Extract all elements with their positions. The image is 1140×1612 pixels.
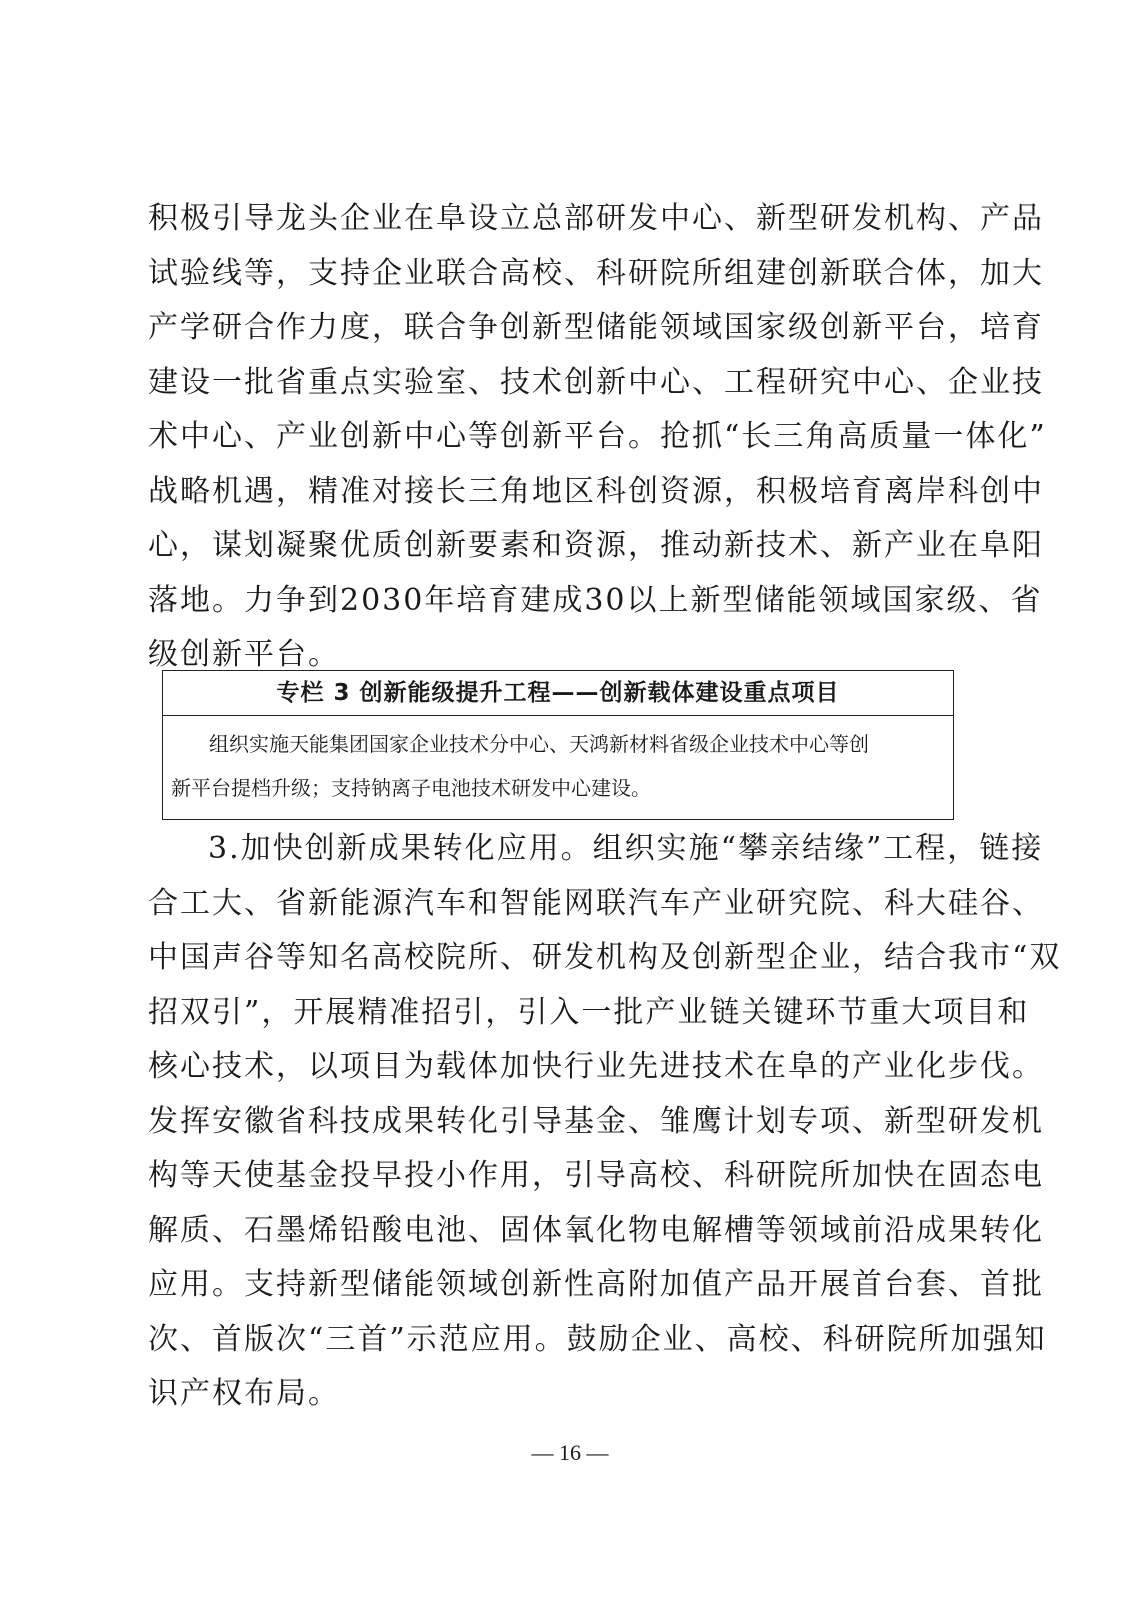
paragraph-line: 识产权布局。 (148, 1376, 340, 1411)
feature-box (162, 670, 954, 820)
paragraph-line: 心，谋划凝聚优质创新要素和资源，推动新技术、新产业在阜阳 (148, 528, 1044, 563)
paragraph-line: 构等天使基金投早投小作用，引导高校、科研院所加快在固态电 (148, 1158, 1044, 1193)
paragraph-line: 解质、石墨烯铅酸电池、固体氧化物电解槽等领域前沿成果转化 (148, 1212, 1044, 1248)
paragraph-line: 中国声谷等知名高校院所、研发机构及创新型企业，结合我市“双 (148, 940, 1062, 975)
page-number: — 16 — (531, 1440, 609, 1465)
feature-box-title: 专栏 3 创新能级提升工程——创新载体建设重点项目 (163, 671, 953, 716)
paragraph-line: 试验线等，支持企业联合高校、科研院所组建创新联合体，加大 (148, 255, 1044, 291)
paragraph-line: 应用。支持新型储能领域创新性高附加值产品开展首台套、首批 (148, 1267, 1044, 1302)
paragraph-line: 建设一批省重点实验室、技术创新中心、工程研究中心、企业技 (148, 364, 1044, 400)
paragraph-line: 合工大、省新能源汽车和智能网联汽车产业研究院、科大硅谷、 (148, 885, 1044, 921)
feature-box-line: 新平台提档升级；支持钠离子电池技术研发中心建设。 (171, 776, 651, 800)
paragraph-line: 次、首版次“三首”示范应用。鼓励企业、高校、科研院所加强知 (148, 1321, 1047, 1357)
body-paragraph-2 (148, 822, 1062, 1422)
feature-box-body (163, 716, 953, 810)
paragraph-line: 3.加快创新成果转化应用。组织实施“攀亲结缘”工程，链接 (208, 831, 1044, 866)
paragraph-line: 战略机遇，精准对接长三角地区科创资源，积极培育离岸科创中 (148, 473, 1044, 509)
paragraph-line: 术中心、产业创新中心等创新平台。抢抓“长三角高质量一体化” (148, 419, 1047, 454)
body-paragraph-1 (148, 192, 1047, 683)
paragraph-line: 招双引”，开展精准招引，引入一批产业链关键环节重大项目和 (148, 994, 1030, 1030)
paragraph-line: 积极引导龙头企业在阜设立总部研发中心、新型研发机构、产品 (148, 201, 1044, 236)
feature-box-line: 组织实施天能集团国家企业技术分中心、天鸿新材料省级企业技术中心等创 (209, 732, 869, 756)
paragraph-line: 产学研合作力度，联合争创新型储能领域国家级创新平台，培育 (148, 310, 1044, 345)
paragraph-line: 级创新平台。 (148, 637, 340, 672)
paragraph-line: 核心技术，以项目为载体加快行业先进技术在阜的产业化步伐。 (148, 1049, 1044, 1084)
paragraph-line: 落地。力争到2030年培育建成30以上新型储能领域国家级、省 (148, 582, 1043, 618)
paragraph-line: 发挥安徽省科技成果转化引导基金、雏鹰计划专项、新型研发机 (148, 1103, 1044, 1139)
